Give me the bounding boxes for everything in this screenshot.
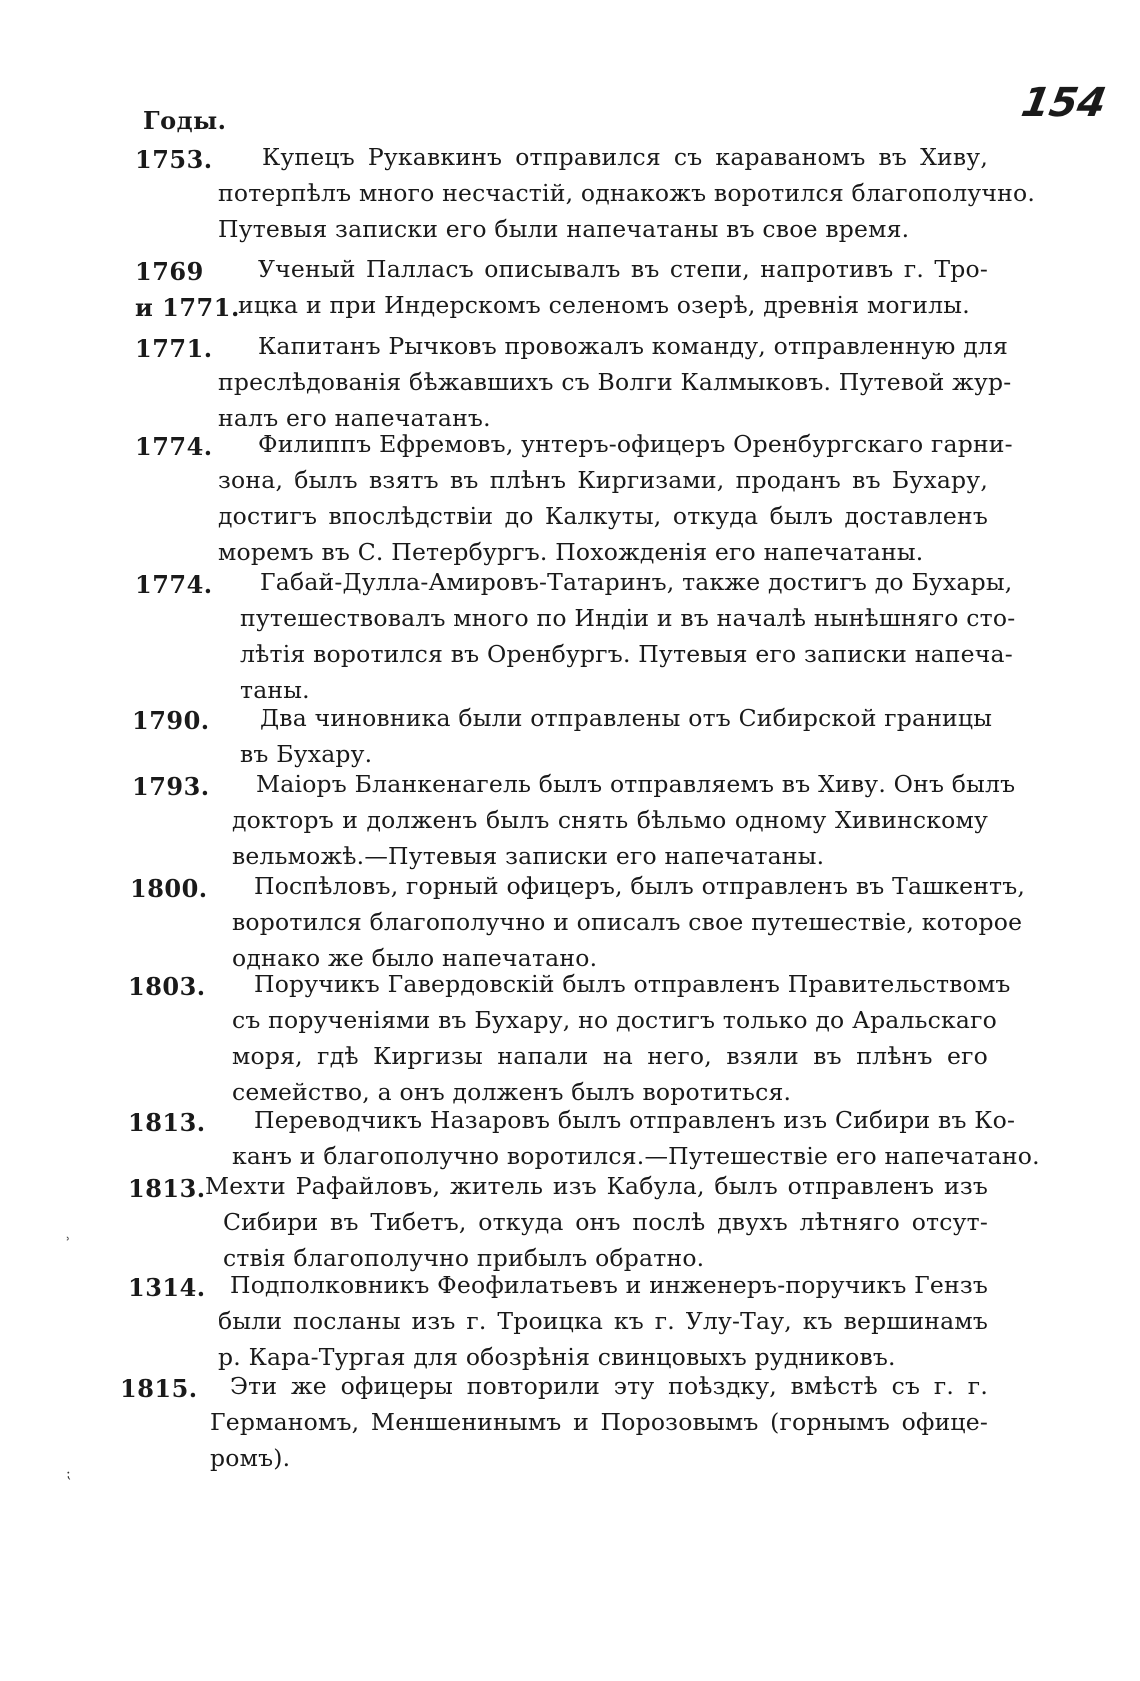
margin-speck: ⁏ <box>66 1466 71 1482</box>
text-line: преслѣдованія бѣжавшихъ съ Волги Калмыковъ. Путевой жур- <box>218 368 1012 396</box>
text-line: Эти же офицеры повторили эту поѣздку, вмѣстѣ съ г. г. <box>230 1372 988 1400</box>
entry-year: 1774. <box>135 432 213 461</box>
entry-text <box>240 564 1016 708</box>
text-line: Габай-Дулла-Амировъ-Татаринъ, также достигъ до Бухары, <box>260 568 1013 596</box>
text-line: ицка и при Индерскомъ селеномъ озерѣ, древнія могилы. <box>238 291 970 319</box>
text-line: вельможѣ.—Путевыя записки его напечатаны. <box>232 842 825 870</box>
text-line: таны. <box>240 676 310 704</box>
text-line: канъ и благополучно воротился.—Путешествіе его напечатано. <box>232 1142 1040 1170</box>
entry-year: 1813. <box>128 1108 206 1137</box>
entry-text <box>210 1368 988 1476</box>
text-line: Мехти Рафайловъ, житель изъ Кабула, былъ отправленъ изъ <box>205 1172 988 1200</box>
text-line: въ Бухару. <box>240 740 373 768</box>
text-line: Филиппъ Ефремовъ, унтеръ-офицеръ Оренбургскаго гарни- <box>258 430 1013 458</box>
entry-text <box>218 426 1013 570</box>
text-line: путешествовалъ много по Индіи и въ началѣ нынѣшняго сто- <box>240 604 1016 632</box>
entry-text <box>218 139 1036 247</box>
page-number: 154 <box>1017 80 1110 126</box>
entry-year: 1800. <box>130 874 208 903</box>
text-line: ствія благополучно прибылъ обратно. <box>223 1244 705 1272</box>
entry-year: 1793. <box>132 772 210 801</box>
entry-text <box>218 328 1012 436</box>
text-line: моремъ въ С. Петербургъ. Похожденія его напечатаны. <box>218 538 924 566</box>
entry-text <box>232 966 1011 1110</box>
text-line: съ порученіями въ Бухару, но достигъ только до Аральскаго <box>232 1006 997 1034</box>
entry-text <box>240 700 993 772</box>
text-line: Два чиновника были отправлены отъ Сибирской границы <box>260 704 993 732</box>
text-line: однако же было напечатано. <box>232 944 598 972</box>
entry-text <box>232 868 1026 976</box>
text-line: р. Кара-Тургая для обозрѣнія свинцовыхъ рудниковъ. <box>218 1343 896 1371</box>
entry-year: 1803. <box>128 972 206 1001</box>
text-line: Ученый Палласъ описывалъ въ степи, напротивъ г. Тро- <box>258 255 988 283</box>
entry-text <box>205 1168 988 1276</box>
text-line: Сибири въ Тибетъ, откуда онъ послѣ двухъ лѣтняго отсут- <box>223 1208 988 1236</box>
text-line: потерпѣлъ много несчастій, однакожъ воротился благополучно. <box>218 179 1036 207</box>
text-line: Переводчикъ Назаровъ былъ отправленъ изъ Сибири въ Ко- <box>254 1106 1016 1134</box>
entry-year: 1813. <box>128 1174 206 1203</box>
text-line: Купецъ Рукавкинъ отправился съ караваномъ въ Хиву, <box>262 143 988 171</box>
text-line: семейство, а онъ долженъ былъ воротиться. <box>232 1078 792 1106</box>
entry-text <box>218 251 988 323</box>
text-line: зона, былъ взятъ въ плѣнъ Киргизами, проданъ въ Бухару, <box>218 466 988 494</box>
entry-year: 1314. <box>128 1273 206 1302</box>
text-line: налъ его напечатанъ. <box>218 404 491 432</box>
entry-year: 1771. <box>135 334 213 363</box>
text-line: Поручикъ Гавердовскій былъ отправленъ Правительствомъ <box>254 970 1011 998</box>
text-line: Поспѣловъ, горный офицеръ, былъ отправленъ въ Ташкентъ, <box>254 872 1026 900</box>
margin-speck: ˒ <box>66 1232 71 1248</box>
entry-year: 1753. <box>135 145 213 174</box>
entry-text <box>232 766 1016 874</box>
text-line: Германомъ, Меншенинымъ и Порозовымъ (горнымъ офице- <box>210 1408 988 1436</box>
text-line: воротился благополучно и описалъ свое путешествіе, которое <box>232 908 1023 936</box>
entry-year-secondary: и 1771. <box>135 293 240 322</box>
text-line: Путевыя записки его были напечатаны въ свое время. <box>218 215 910 243</box>
text-line: Маіоръ Бланкенагель былъ отправляемъ въ Хиву. Онъ былъ <box>256 770 1016 798</box>
entry-year: 1769 <box>135 257 204 286</box>
text-line: Капитанъ Рычковъ провожалъ команду, отправленную для <box>258 332 1009 360</box>
entry-year: 1774. <box>135 570 213 599</box>
text-line: лѣтія воротился въ Оренбургъ. Путевыя его записки напеча- <box>240 640 1013 668</box>
text-line: докторъ и долженъ былъ снять бѣльмо одному Хивинскому <box>232 806 988 834</box>
text-line: моря, гдѣ Киргизы напали на него, взяли въ плѣнъ его <box>232 1042 988 1070</box>
entry-year: 1790. <box>132 706 210 735</box>
text-line: достигъ впослѣдствіи до Калкуты, откуда былъ доставленъ <box>218 502 988 530</box>
text-line: были посланы изъ г. Троицка къ г. Улу-Тау, къ вершинамъ <box>218 1307 988 1335</box>
entry-text <box>218 1267 988 1375</box>
years-column-header: Годы. <box>143 106 227 135</box>
entry-year: 1815. <box>120 1374 198 1403</box>
entry-text <box>232 1102 1040 1174</box>
text-line: ромъ). <box>210 1444 291 1472</box>
text-line: Подполковникъ Феофилатьевъ и инженеръ-поручикъ Гензъ <box>230 1271 989 1299</box>
